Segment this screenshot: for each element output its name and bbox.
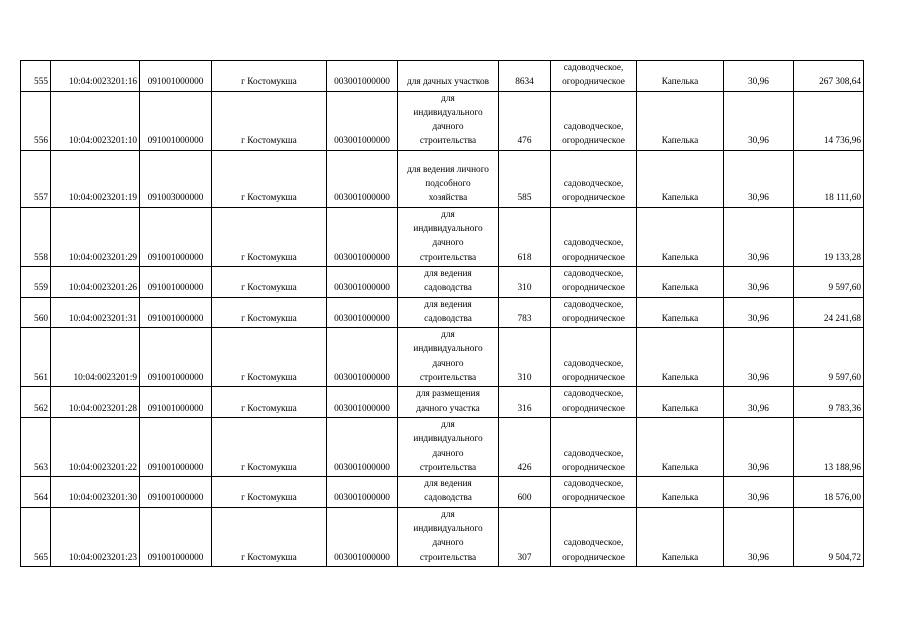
cadastral-number: 10:04:0023201:22 <box>51 417 140 476</box>
table-body <box>21 61 864 567</box>
table-row <box>21 150 864 207</box>
cadastral-number: 10:04:0023201:10 <box>51 91 140 150</box>
association-name: Капелька <box>637 266 724 297</box>
okato-code: 091001000000 <box>140 266 212 297</box>
land-category: садоводческое, огородническое <box>551 477 637 508</box>
row-number: 565 <box>21 507 51 566</box>
oktmo-code: 003001000000 <box>327 328 398 387</box>
permitted-use: для индивидуального дачного строительства <box>398 417 499 476</box>
table-row <box>21 297 864 328</box>
specific-value: 30,96 <box>724 507 794 566</box>
okato-code: 091001000000 <box>140 507 212 566</box>
oktmo-code: 003001000000 <box>327 477 398 508</box>
specific-value: 30,96 <box>724 91 794 150</box>
plot-area: 307 <box>499 507 551 566</box>
okato-code: 091001000000 <box>140 328 212 387</box>
cadastral-value: 9 597,60 <box>794 328 864 387</box>
cadastral-value: 13 188,96 <box>794 417 864 476</box>
association-name: Капелька <box>637 61 724 92</box>
row-number: 562 <box>21 387 51 418</box>
specific-value: 30,96 <box>724 150 794 207</box>
cadastral-number: 10:04:0023201:29 <box>51 207 140 266</box>
plot-area: 618 <box>499 207 551 266</box>
specific-value: 30,96 <box>724 266 794 297</box>
land-category: садоводческое, огородническое <box>551 61 637 92</box>
table-row <box>21 91 864 150</box>
row-number: 556 <box>21 91 51 150</box>
row-number: 563 <box>21 417 51 476</box>
plot-area: 8634 <box>499 61 551 92</box>
municipality: г Костомукша <box>212 297 327 328</box>
okato-code: 091001000000 <box>140 417 212 476</box>
permitted-use: для дачных участков <box>398 61 499 92</box>
land-category: садоводческое, огородническое <box>551 266 637 297</box>
permitted-use: для ведения личного подсобного хозяйства <box>398 150 499 207</box>
permitted-use: для размещения дачного участка <box>398 387 499 418</box>
okato-code: 091003000000 <box>140 150 212 207</box>
row-number: 557 <box>21 150 51 207</box>
specific-value: 30,96 <box>724 477 794 508</box>
plot-area: 476 <box>499 91 551 150</box>
municipality: г Костомукша <box>212 507 327 566</box>
specific-value: 30,96 <box>724 297 794 328</box>
oktmo-code: 003001000000 <box>327 387 398 418</box>
association-name: Капелька <box>637 387 724 418</box>
oktmo-code: 003001000000 <box>327 207 398 266</box>
cadastral-value: 14 736,96 <box>794 91 864 150</box>
land-register-table <box>20 60 864 567</box>
municipality: г Костомукша <box>212 266 327 297</box>
permitted-use: для ведения садоводства <box>398 266 499 297</box>
cadastral-value: 267 308,64 <box>794 61 864 92</box>
table-row <box>21 417 864 476</box>
municipality: г Костомукша <box>212 150 327 207</box>
okato-code: 091001000000 <box>140 477 212 508</box>
table-row <box>21 507 864 566</box>
cadastral-value: 9 597,60 <box>794 266 864 297</box>
row-number: 560 <box>21 297 51 328</box>
specific-value: 30,96 <box>724 207 794 266</box>
oktmo-code: 003001000000 <box>327 266 398 297</box>
association-name: Капелька <box>637 297 724 328</box>
okato-code: 091001000000 <box>140 387 212 418</box>
cadastral-value: 18 576,00 <box>794 477 864 508</box>
municipality: г Костомукша <box>212 477 327 508</box>
cadastral-number: 10:04:0023201:23 <box>51 507 140 566</box>
cadastral-number: 10:04:0023201:26 <box>51 266 140 297</box>
municipality: г Костомукша <box>212 328 327 387</box>
municipality: г Костомукша <box>212 417 327 476</box>
specific-value: 30,96 <box>724 387 794 418</box>
association-name: Капелька <box>637 417 724 476</box>
okato-code: 091001000000 <box>140 297 212 328</box>
cadastral-number: 10:04:0023201:28 <box>51 387 140 418</box>
land-category: садоводческое, огородническое <box>551 207 637 266</box>
row-number: 561 <box>21 328 51 387</box>
association-name: Капелька <box>637 477 724 508</box>
table-row <box>21 207 864 266</box>
land-category: садоводческое, огородническое <box>551 507 637 566</box>
permitted-use: для ведения садоводства <box>398 477 499 508</box>
municipality: г Костомукша <box>212 387 327 418</box>
land-category: садоводческое, огородническое <box>551 150 637 207</box>
row-number: 564 <box>21 477 51 508</box>
oktmo-code: 003001000000 <box>327 297 398 328</box>
permitted-use: для индивидуального дачного строительства <box>398 328 499 387</box>
cadastral-number: 10:04:0023201:9 <box>51 328 140 387</box>
land-category: садоводческое, огородническое <box>551 387 637 418</box>
cadastral-value: 24 241,68 <box>794 297 864 328</box>
land-category: садоводческое, огородническое <box>551 91 637 150</box>
land-category: садоводческое, огородническое <box>551 297 637 328</box>
association-name: Капелька <box>637 150 724 207</box>
row-number: 558 <box>21 207 51 266</box>
land-category: садоводческое, огородническое <box>551 328 637 387</box>
permitted-use: для ведения садоводства <box>398 297 499 328</box>
municipality: г Костомукша <box>212 91 327 150</box>
permitted-use: для индивидуального дачного строительства <box>398 207 499 266</box>
plot-area: 310 <box>499 266 551 297</box>
plot-area: 600 <box>499 477 551 508</box>
permitted-use: для индивидуального дачного строительства <box>398 507 499 566</box>
cadastral-value: 9 783,36 <box>794 387 864 418</box>
table-row <box>21 61 864 92</box>
specific-value: 30,96 <box>724 61 794 92</box>
okato-code: 091001000000 <box>140 91 212 150</box>
specific-value: 30,96 <box>724 328 794 387</box>
cadastral-value: 18 111,60 <box>794 150 864 207</box>
permitted-use: для индивидуального дачного строительства <box>398 91 499 150</box>
table-row <box>21 477 864 508</box>
association-name: Капелька <box>637 328 724 387</box>
plot-area: 310 <box>499 328 551 387</box>
association-name: Капелька <box>637 91 724 150</box>
association-name: Капелька <box>637 507 724 566</box>
row-number: 559 <box>21 266 51 297</box>
okato-code: 091001000000 <box>140 207 212 266</box>
cadastral-number: 10:04:0023201:30 <box>51 477 140 508</box>
table-row <box>21 266 864 297</box>
plot-area: 316 <box>499 387 551 418</box>
okato-code: 091001000000 <box>140 61 212 92</box>
municipality: г Костомукша <box>212 207 327 266</box>
oktmo-code: 003001000000 <box>327 91 398 150</box>
cadastral-value: 19 133,28 <box>794 207 864 266</box>
plot-area: 585 <box>499 150 551 207</box>
oktmo-code: 003001000000 <box>327 417 398 476</box>
land-category: садоводческое, огородническое <box>551 417 637 476</box>
oktmo-code: 003001000000 <box>327 507 398 566</box>
oktmo-code: 003001000000 <box>327 150 398 207</box>
table-row <box>21 387 864 418</box>
municipality: г Костомукша <box>212 61 327 92</box>
table-row <box>21 328 864 387</box>
specific-value: 30,96 <box>724 417 794 476</box>
cadastral-number: 10:04:0023201:31 <box>51 297 140 328</box>
cadastral-value: 9 504,72 <box>794 507 864 566</box>
association-name: Капелька <box>637 207 724 266</box>
oktmo-code: 003001000000 <box>327 61 398 92</box>
row-number: 555 <box>21 61 51 92</box>
cadastral-number: 10:04:0023201:19 <box>51 150 140 207</box>
plot-area: 783 <box>499 297 551 328</box>
cadastral-number: 10:04:0023201:16 <box>51 61 140 92</box>
plot-area: 426 <box>499 417 551 476</box>
